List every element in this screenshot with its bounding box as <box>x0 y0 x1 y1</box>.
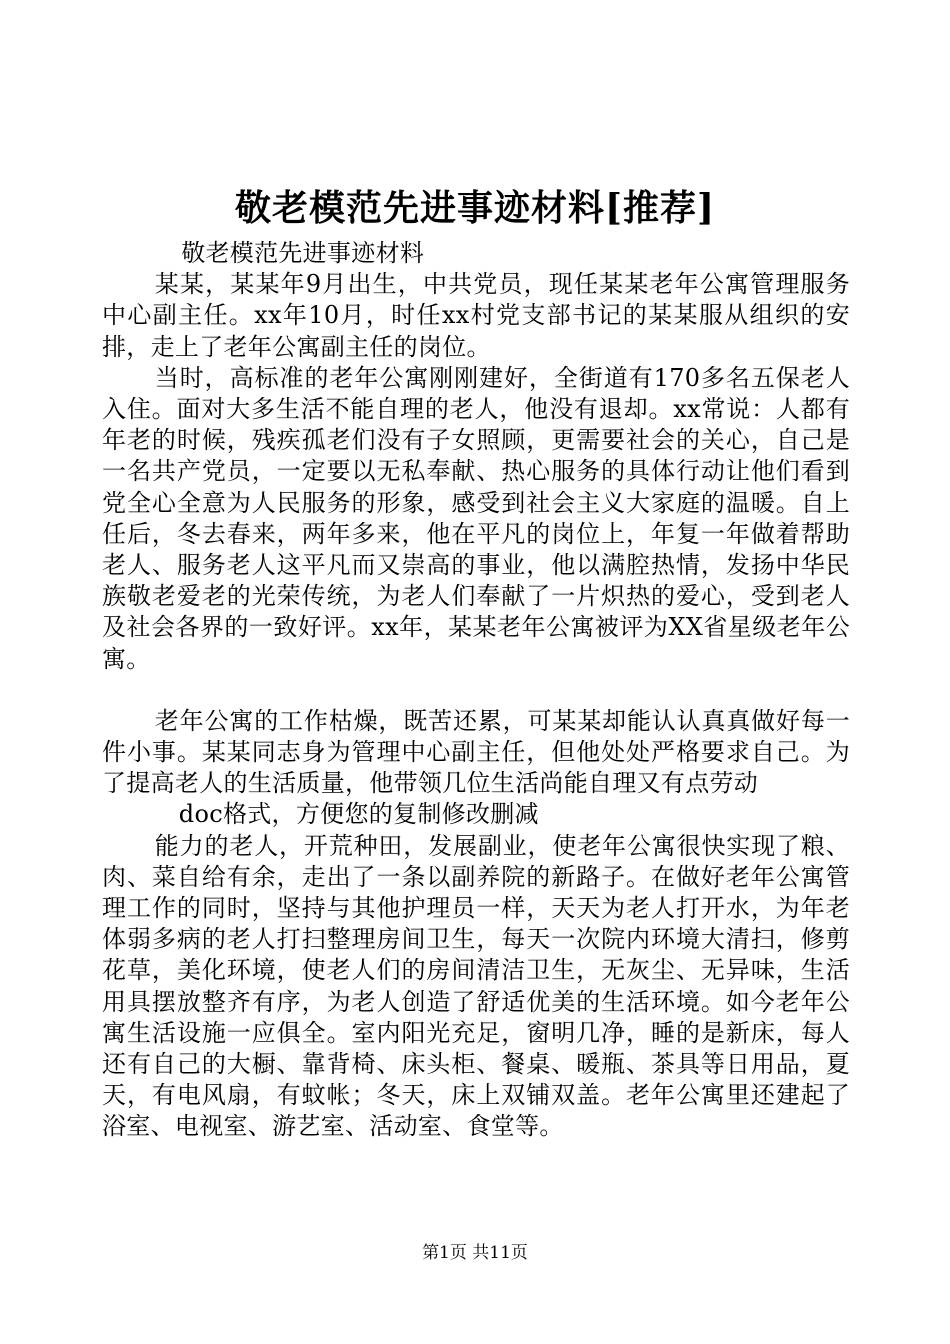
format-note: doc格式，方便您的复制修改删减 <box>178 800 539 829</box>
document-subtitle: 敬老模范先进事迹材料 <box>181 239 425 267</box>
paragraph-4: 能力的老人，开荒种田，发展副业，使老年公寓很快实现了粮、肉、菜自给有余，走出了一条以副养院的新路子。在做好老年公寓管理工作的同时，坚持与其他护理员一样，天天为老人打开水，为年老体弱多病的老人打扫整理房间卫生，每天一次院内环境大清扫，修剪花草，美化环境，使老人们的房间清洁卫生，无灰尘、无异味，生活用具摆放整齐有序，为老人创造了舒适优美的生活环境。如今老年公寓生活设施一应俱全。室内阳光充足，窗明几净，睡的是新床，每人还有自己的大橱、靠背椅、床头柜、餐桌、暖瓶、茶具等日用品，夏天，有电风扇，有蚊帐；冬天，床上双铺双盖。老年公寓里还建起了浴室、电视室、游艺室、活动室、食堂等。 <box>102 831 850 1141</box>
paragraph-3: 老年公寓的工作枯燥，既苦还累，可某某却能认认真真做好每一件小事。某某同志身为管理中心副主任，但他处处严格要求自己。为了提高老人的生活质量，他带领几位生活尚能自理又有点劳动 <box>102 706 850 798</box>
document-body <box>102 238 850 1143</box>
page-number: 第1页 共11页 <box>422 1243 528 1263</box>
document-title: 敬老模范先进事迹材料[推荐] <box>234 187 716 229</box>
paragraph-1: 某某，某某年9月出生，中共党员，现任某某老年公寓管理服务中心副主任。xx年10月，时任xx村党支部书记的某某服从组织的安排，走上了老年公寓副主任的岗位。 <box>102 270 850 361</box>
paragraph-gap <box>102 675 850 706</box>
paragraph-2: 当时，高标准的老年公寓刚刚建好，全街道有170多名五保老人入住。面对大多生活不能自理的老人，他没有退却。xx常说：人都有年老的时候，残疾孤老们没有子女照顾，更需要社会的关心，自己是一名共产党员，一定要以无私奉献、热心服务的具体行动让他们看到党全心全意为人民服务的形象，感受到社会主义大家庭的温暖。自上任后，冬去春来，两年多来，他在平凡的岗位上，年复一年做着帮助老人、服务老人这平凡而又崇高的事业，他以满腔热情，发扬中华民族敬老爱老的光荣传统，为老人们奉献了一片炽热的爱心，受到老人及社会各界的一致好评。xx年，某某老年公寓被评为XX省星级老年公寓。 <box>102 363 850 673</box>
